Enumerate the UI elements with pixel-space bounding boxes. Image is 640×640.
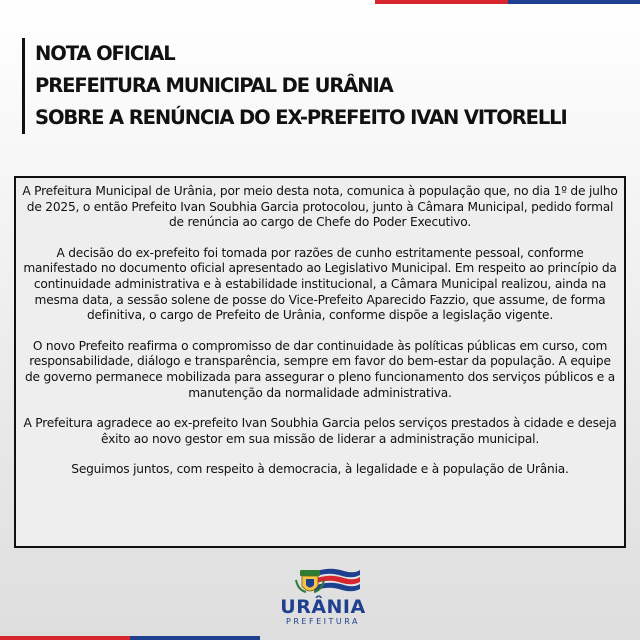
- bottom-stripe-blue: [130, 636, 260, 640]
- note-paragraph-2: A decisão do ex-prefeito foi tomada por razões de cunho estritamente pessoal, conforme manifestado no documento oficial apresentado ao Legislativo Municipal. Em respeito ao princípio da continuidade administrativa e à estabilidade institucional, a Câmara Municipal realizou, ainda na mesma data, a sessão solene de posse do Vice-Prefeito Aparecido Fazzio, que assume, de forma definitiva, o cargo de Prefeito de Urânia, conforme dispõe a legislação vigente.: [23, 245, 617, 323]
- top-stripe-red: [375, 0, 508, 4]
- official-note-header: [22, 38, 635, 134]
- note-paragraph-3: O novo Prefeito reafirma o compromisso de dar continuidade às políticas públicas em curso, com responsabilidade, diálogo e transparência, sempre em favor do bem-estar da população. A equipe de governo permanece mobilizada para assegurar o pleno funcionamento dos serviços públicos e a manutenção da normalidade administrativa.: [24, 338, 616, 400]
- bottom-accent-stripe: [0, 636, 260, 640]
- header-line-3: SOBRE A RENÚNCIA DO EX-PREFEITO IVAN VITORELLI: [35, 106, 567, 129]
- logo-subtitle: PREFEITURA: [286, 617, 360, 626]
- coat-of-arms-flag-icon: [284, 566, 362, 598]
- bottom-stripe-red: [0, 636, 130, 640]
- note-paragraph-1: A Prefeitura Municipal de Urânia, por meio desta nota, comunica à população que, no dia 1º de julho de 2025, o então Prefeito Ivan Soubhia Garcia protocolou, junto à Câmara Municipal, pedido formal de renúncia ao cargo de Chefe do Poder Executivo.: [22, 184, 618, 230]
- note-paragraph-4: A Prefeitura agradece ao ex-prefeito Ivan Soubhia Garcia pelos serviços prestados à cidade e deseja êxito ao novo gestor em sua missão de liderar a administração municipal.: [23, 416, 617, 446]
- header-line-1: NOTA OFICIAL: [35, 42, 175, 65]
- note-paragraph-5: Seguimos juntos, com respeito à democracia, à legalidade e à população de Urânia.: [71, 462, 569, 477]
- top-stripe-blue: [508, 0, 640, 4]
- prefeitura-logo: [268, 566, 378, 630]
- note-body-box: [14, 176, 626, 548]
- logo-city-name: URÂNIA: [280, 596, 366, 618]
- header-line-2: PREFEITURA MUNICIPAL DE URÂNIA: [35, 74, 393, 97]
- top-accent-stripe: [375, 0, 640, 4]
